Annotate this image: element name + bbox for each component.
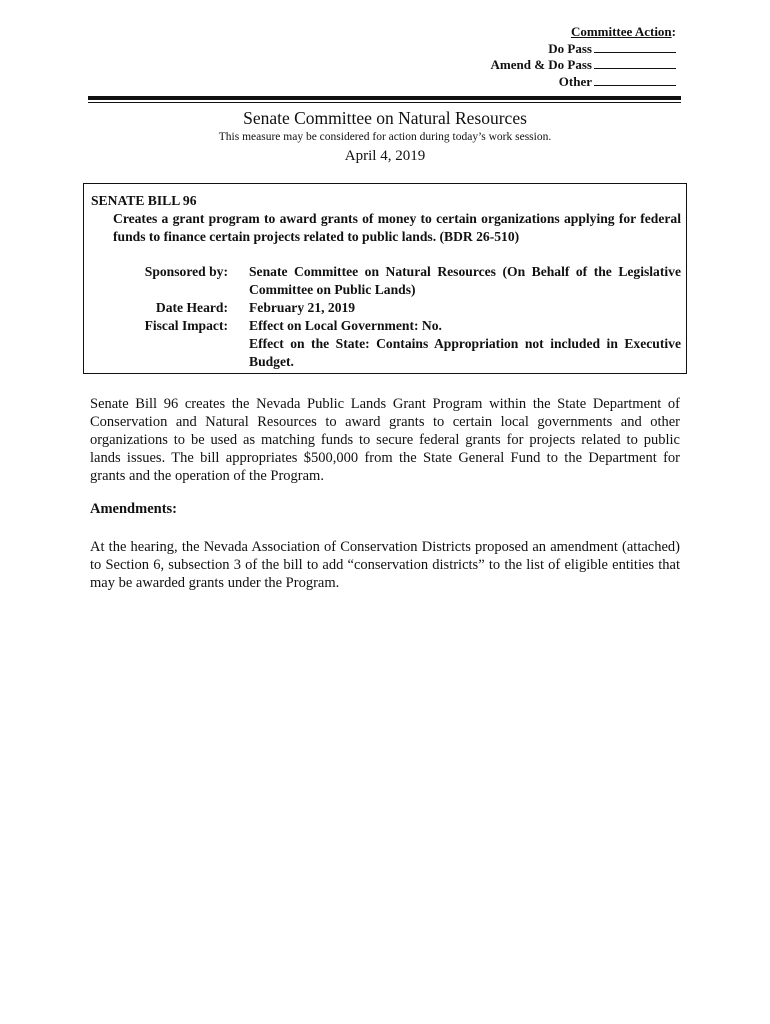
- fiscal-impact-state: Effect on the State: Contains Appropriation not included in Executive Budget.: [249, 336, 681, 369]
- fiscal-impact-row: [84, 317, 688, 371]
- do-pass-blank: [594, 41, 676, 53]
- bill-summary-box: [83, 183, 687, 374]
- header-divider-thin: [88, 102, 681, 103]
- bill-metadata: [84, 263, 688, 371]
- date-heard-row: [84, 299, 688, 317]
- date-heard-label: Date Heard:: [155, 300, 228, 315]
- sponsored-by-row: [84, 263, 688, 299]
- do-pass-label: Do Pass: [548, 40, 592, 56]
- fiscal-impact-local: Effect on Local Government: No.: [249, 318, 442, 333]
- header-divider-thick: [88, 96, 681, 100]
- committee-action-heading-label: Committee Action: [570, 24, 672, 39]
- fiscal-impact-values: [249, 317, 681, 371]
- amendments-heading: Amendments:: [90, 501, 177, 517]
- committee-action-heading: [491, 24, 676, 41]
- amend-do-pass-blank: [594, 57, 676, 69]
- work-session-note: This measure may be considered for action during today’s work session.: [218, 131, 552, 143]
- committee-action-amend-do-pass: [491, 57, 676, 74]
- committee-action-other: [491, 74, 676, 91]
- committee-action-block: [491, 24, 676, 90]
- date-heard-value: February 21, 2019: [249, 300, 356, 315]
- other-blank: [594, 74, 676, 86]
- other-label: Other: [558, 73, 592, 89]
- meeting-date: April 4, 2019: [344, 148, 426, 164]
- header-divider: [88, 96, 681, 103]
- amend-do-pass-label: Amend & Do Pass: [490, 57, 592, 72]
- sponsored-by-value: Senate Committee on Natural Resources (On Behalf of the Legislative Committee on Public Lands): [249, 264, 681, 297]
- committee-action-do-pass: [491, 41, 676, 58]
- amendments-paragraph: At the hearing, the Nevada Association of Conservation Districts proposed an amendment (attached) to Section 6, subsection 3 of the bill to add “conservation districts” to the list of eligible entities that may be awarded grants under the Program.: [90, 539, 680, 591]
- committee-action-colon: :: [671, 24, 676, 39]
- fiscal-impact-label: Fiscal Impact:: [144, 318, 228, 333]
- bill-summary-paragraph: Senate Bill 96 creates the Nevada Public Lands Grant Program within the State Department of Conservation and Natural Resources to award grants to certain local governments and other organizations to be used as matching funds to secure federal grants for projects related to public lands issues. The bill appropriates $500,000 from the State General Fund to the Department for grants and the operation of the Program.: [90, 396, 680, 484]
- bill-description: Creates a grant program to award grants of money to certain organizations applying for federal funds to finance certain projects related to public lands. (BDR 26-510): [113, 211, 681, 244]
- sponsored-by-label: Sponsored by:: [144, 264, 228, 279]
- committee-title: Senate Committee on Natural Resources: [243, 108, 527, 128]
- bill-number: SENATE BILL 96: [91, 193, 197, 208]
